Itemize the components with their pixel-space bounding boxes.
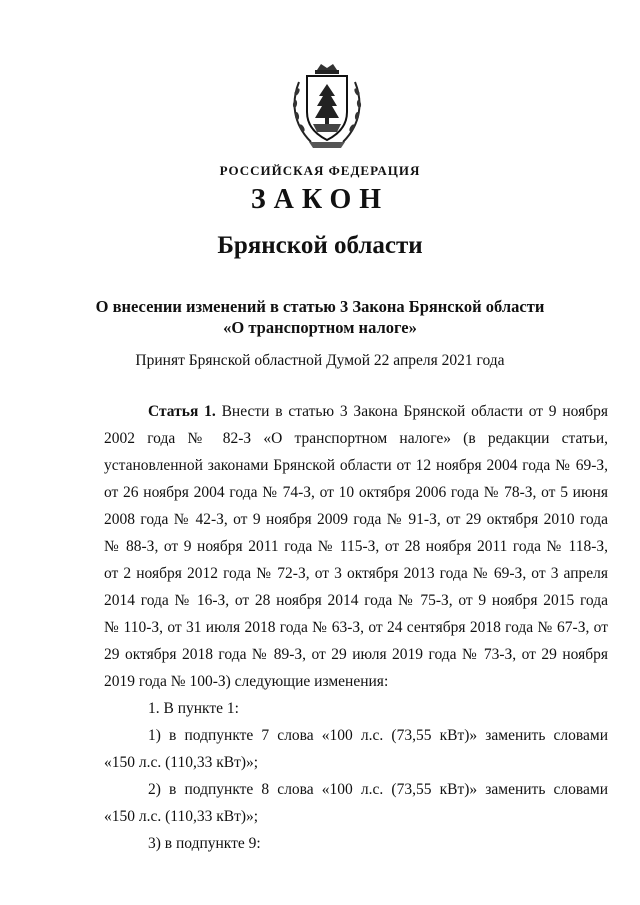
article-line: от 26 ноября 2004 года № 74-З, от 10 октября 2006 года № 78-З, от 5 июня	[104, 484, 608, 501]
item-1: 1. В пункте 1:	[148, 700, 239, 717]
subitem-line: 2) в подпункте 8 слова «100 л.с. (73,55 кВт)» заменить словами	[148, 781, 608, 798]
article-line: Статья 1. Внести в статью 3 Закона Брянской области от 9 ноября	[148, 403, 609, 420]
article-line: 2019 года № 100-З) следующие изменения:	[104, 673, 389, 690]
article-1-paragraph	[104, 398, 608, 695]
article-line: от 2 ноября 2012 года № 72-З, от 3 октября 2013 года № 69-З, от 3 апреля	[104, 565, 608, 582]
subitem-line: 1) в подпункте 7 слова «100 л.с. (73,55 кВт)» заменить словами	[148, 727, 608, 744]
law-title-line-2: «О транспортном налоге»	[223, 318, 417, 337]
subitem-line: «150 л.с. (110,33 кВт)»;	[104, 754, 259, 771]
article-line: № 110-З, от 31 июля 2018 года № 63-З, от 24 сентября 2018 года № 67-З, от	[104, 619, 608, 636]
document-type-heading: ЗАКОН	[250, 184, 390, 215]
article-label: Статья 1.	[148, 403, 216, 420]
bryansk-coat-of-arms-icon	[289, 62, 365, 152]
article-line: 2014 года № 16-З, от 28 ноября 2014 года № 75-З, от 9 ноября 2015 года	[104, 592, 608, 609]
article-line: 2008 года № 42-З, от 9 ноября 2009 года № 91-З, от 29 октября 2010 года	[104, 511, 608, 528]
article-line: 29 октября 2018 года № 89-З, от 29 июля 2019 года № 73-З, от 29 ноября	[104, 646, 608, 663]
subitem-3: 3) в подпункте 9:	[148, 835, 261, 852]
subitem-2	[104, 776, 608, 830]
region-heading: Брянской области	[217, 232, 423, 259]
article-line: установленной законами Брянской области от 12 ноября 2004 года № 69-З,	[104, 457, 608, 474]
law-title-line-1: О внесении изменений в статью 3 Закона Брянской области	[95, 297, 545, 316]
subitem-1	[104, 722, 608, 776]
subitem-line: «150 л.с. (110,33 кВт)»;	[104, 808, 259, 825]
article-line: № 88-З, от 9 ноября 2011 года № 115-З, от 28 ноября 2011 года № 118-З,	[104, 538, 608, 555]
country-heading: РОССИЙСКАЯ ФЕДЕРАЦИЯ	[219, 163, 421, 178]
adoption-date: Принят Брянской областной Думой 22 апреля 2021 года	[135, 352, 505, 369]
article-line: 2002 года № 82-З «О транспортном налоге» (в редакции статьи,	[104, 430, 608, 447]
